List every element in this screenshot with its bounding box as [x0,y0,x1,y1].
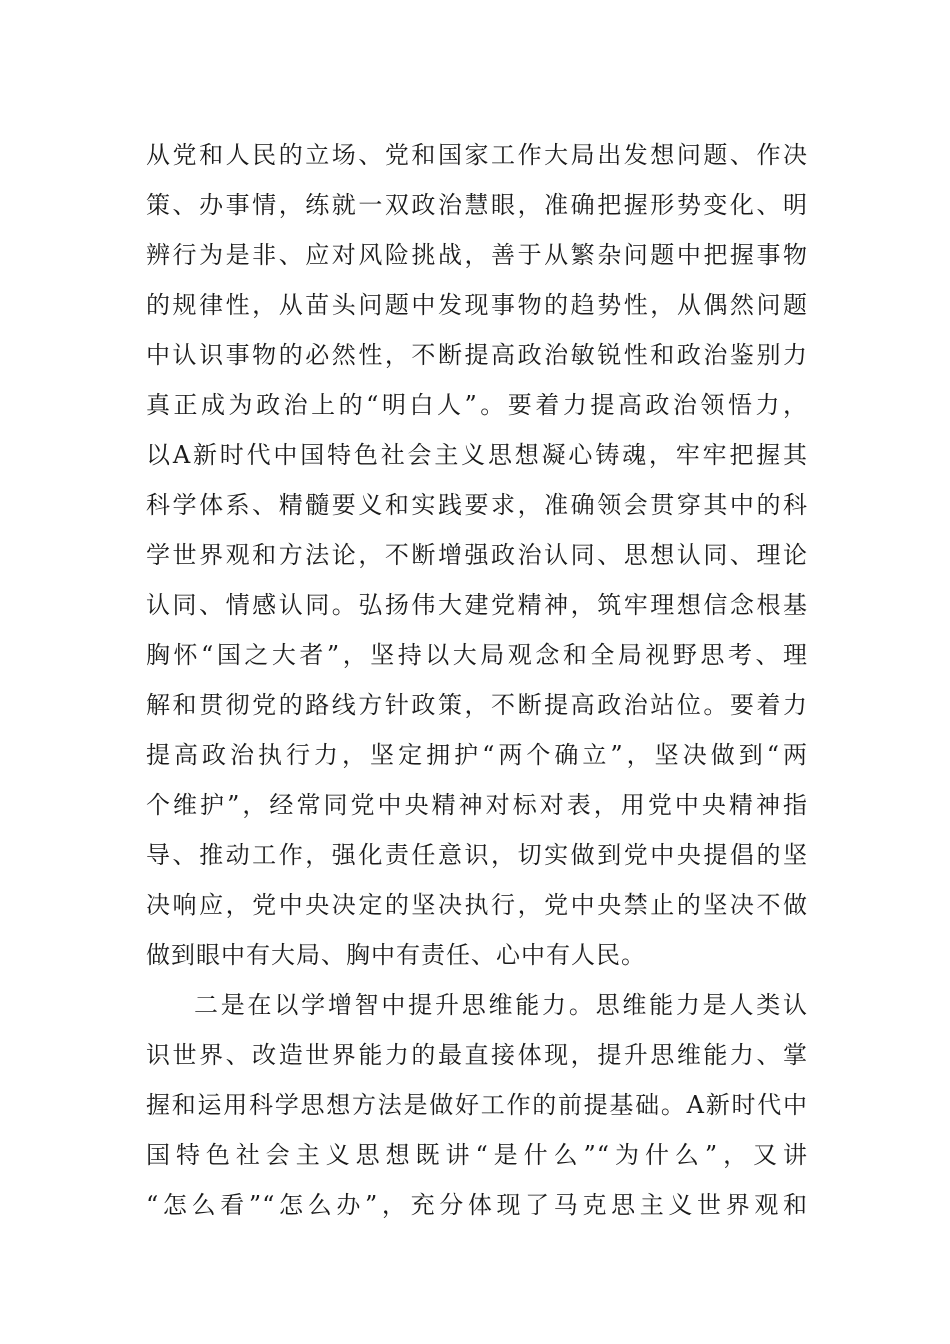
text-line: 个维护”，经常同党中央精神对标对表，用党中央精神指 [146,791,808,819]
text-line: 辨行为是非、应对风险挑战，善于从繁杂问题中把握事物 [146,241,808,269]
text-line: 国特色社会主义思想既讲“是什么”“为什么”，又讲 [146,1141,808,1169]
text-line: 胸怀“国之大者”，坚持以大局观念和全局视野思考、理 [146,641,808,669]
text-line: 以A新时代中国特色社会主义思想凝心铸魂，牢牢把握其 [146,441,808,469]
text-line: 真正成为政治上的“明白人”。要着力提高政治领悟力， [146,391,808,419]
text-line: 策、办事情，练就一双政治慧眼，准确把握形势变化、明 [146,191,808,219]
text-line: 从党和人民的立场、党和国家工作大局出发想问题、作决 [146,141,808,169]
text-line: 握和运用科学思想方法是做好工作的前提基础。A新时代中 [146,1091,808,1119]
text-line: 科学体系、精髓要义和实践要求，准确领会贯穿其中的科 [146,491,808,519]
paragraph-end-line: 做到眼中有大局、胸中有责任、心中有人民。 [146,941,646,969]
text-line: 解和贯彻党的路线方针政策，不断提高政治站位。要着力 [146,691,808,719]
text-line: 导、推动工作，强化责任意识，切实做到党中央提倡的坚 [146,841,808,869]
text-line: 的规律性，从苗头问题中发现事物的趋势性，从偶然问题 [146,291,808,319]
text-line: 学世界观和方法论，不断增强政治认同、思想认同、理论 [146,541,808,569]
document-body [146,130,808,1230]
text-line: 决响应，党中央决定的坚决执行，党中央禁止的坚决不做 [146,891,808,919]
text-line: 提高政治执行力，坚定拥护“两个确立”，坚决做到“两 [146,741,808,769]
text-line: “怎么看”“怎么办”，充分体现了马克思主义世界观和 [146,1191,808,1219]
text-line: 认同、情感认同。弘扬伟大建党精神，筑牢理想信念根基 [146,591,808,619]
text-line: 识世界、改造世界能力的最直接体现，提升思维能力、掌 [146,1041,808,1069]
paragraph-start-line: 二是在以学增智中提升思维能力。思维能力是人类认 [194,991,808,1019]
text-line: 中认识事物的必然性，不断提高政治敏锐性和政治鉴别力 [146,341,808,369]
